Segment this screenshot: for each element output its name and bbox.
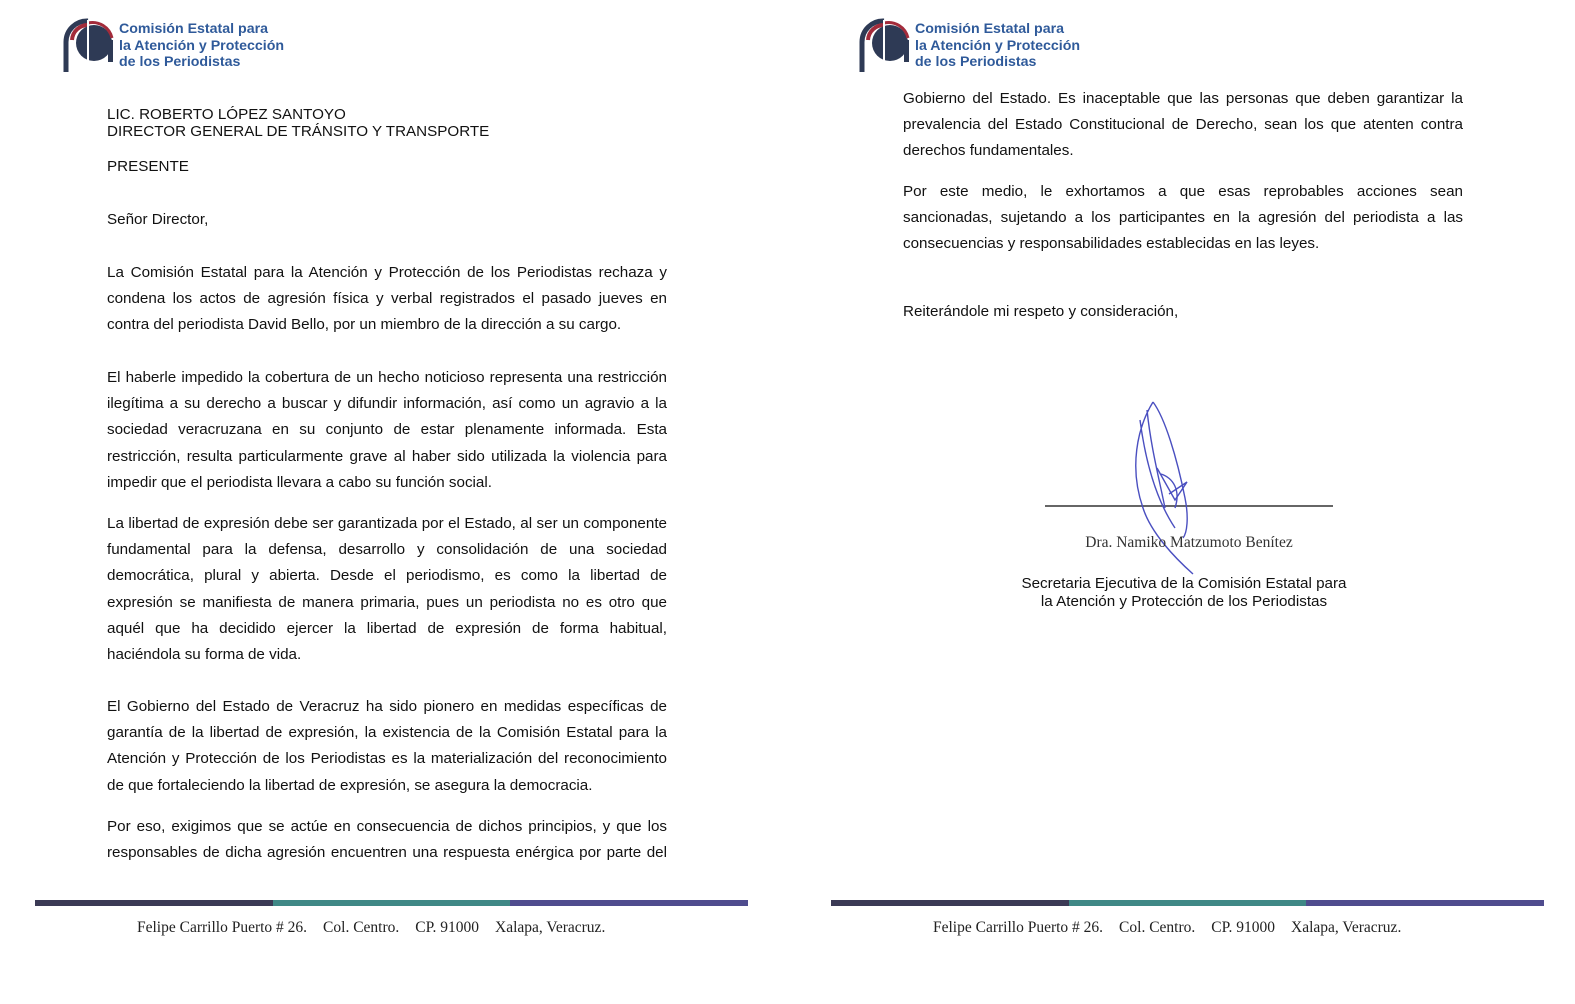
commission-logo: [60, 16, 284, 74]
salutation: Señor Director,: [107, 211, 209, 228]
footer-cp: CP. 91000: [1211, 919, 1276, 936]
recipient-title: DIRECTOR GENERAL DE TRÁNSITO Y TRANSPORTE: [107, 123, 490, 140]
recipient-name: LIC. ROBERTO LÓPEZ SANTOYO: [107, 106, 346, 123]
footer-city: Xalapa, Veracruz.: [1291, 919, 1402, 936]
footer-bar-segment: [510, 900, 748, 906]
footer-bar-segment: [1306, 900, 1544, 906]
signatory-name: Dra. Namiko Matzumoto Benítez: [1085, 534, 1293, 551]
signatory-title-line-1: Secretaria Ejecutiva de la Comisión Estatal para: [1021, 575, 1347, 592]
footer-bar-segment: [35, 900, 273, 906]
presente-label: PRESENTE: [107, 158, 189, 175]
logo-line-1: Comisión Estatal para: [915, 21, 1065, 37]
paragraph: [107, 814, 667, 866]
footer-bar-segment: [273, 900, 511, 906]
paragraph: [107, 511, 667, 668]
paragraph-text: El haberle impedido la cobertura de un hecho noticioso representa una restricción ilegítima a su derecho a buscar y difundir información, así como un agravio a la sociedad veracruzana en su conjunto de estar plenamente informada. Esta restricción, resulta particularmente grave al haber sido utilizada la violencia para impedir que el periodista llevara a cabo su función social.: [107, 369, 667, 491]
paragraph: [107, 694, 667, 799]
logo-line-3: de los Periodistas: [119, 54, 241, 70]
paragraph-text: Por este medio, le exhortamos a que esas reprobables acciones sean sancionadas, sujetando a los participantes en la agresión del periodista a las consecuencias y responsabilidades establecidas en las leyes.: [903, 183, 1463, 253]
signatory-title-line-2: la Atención y Protección de los Periodistas: [1040, 592, 1328, 610]
footer-colonia: Col. Centro.: [323, 919, 400, 936]
footer-bar-segment: [1069, 900, 1307, 906]
paragraph: [903, 179, 1463, 258]
letter-page-2: [796, 0, 1575, 1004]
commission-logo: [856, 16, 1080, 74]
footer-divider: [35, 900, 748, 906]
footer-colonia: Col. Centro.: [1119, 919, 1196, 936]
commission-emblem-icon: [856, 16, 912, 74]
footer-address: [933, 919, 1417, 937]
footer-cp: CP. 91000: [415, 919, 480, 936]
paragraph-text: La Comisión Estatal para la Atención y Protección de los Periodistas rechaza y condena los actos de agresión física y verbal registrados el pasado jueves en contra del periodista David Bello, por un miembro de la dirección a su cargo.: [107, 264, 667, 334]
paragraph: [107, 260, 667, 339]
signatory-title: [996, 575, 1372, 610]
paragraph: [107, 365, 667, 496]
paragraph-text: Por eso, exigimos que se actúe en consecuencia de dichos principios, y que los responsables de dicha agresión encuentren una respuesta enérgica por parte del: [107, 818, 667, 862]
logo-line-2: la Atención y Protección: [119, 37, 285, 54]
footer-address: [137, 919, 621, 937]
paragraph: [903, 86, 1463, 165]
paragraph-text: La libertad de expresión debe ser garantizada por el Estado, al ser un componente fundamental para la defensa, desarrollo y consolidación de una sociedad democrática, plural y abierta. Desde el periodismo, es como la libertad de expresión se manifiesta de manera primaria, pues un periodista no es otro que aquél que ha decidido ejercer la libertad de expresión de forma habitual, haciéndola su forma de vida.: [107, 515, 667, 664]
footer-divider: [831, 900, 1544, 906]
paragraph-text: El Gobierno del Estado de Veracruz ha sido pionero en medidas específicas de garantía de la libertad de expresión, la existencia de la Comisión Estatal para la Atención y Protección de los Periodistas es la materialización del reconocimiento de que fortaleciendo la libertad de expresión, se asegura la democracia.: [107, 698, 667, 794]
closing-line: Reiterándole mi respeto y consideración,: [903, 303, 1179, 320]
recipient-block: [107, 106, 489, 140]
footer-street: Felipe Carrillo Puerto # 26.: [933, 919, 1104, 936]
logo-line-3: de los Periodistas: [915, 54, 1037, 70]
commission-emblem-icon: [60, 16, 116, 74]
logo-line-1: Comisión Estatal para: [119, 21, 269, 37]
footer-street: Felipe Carrillo Puerto # 26.: [137, 919, 308, 936]
footer-city: Xalapa, Veracruz.: [495, 919, 606, 936]
logo-line-2: la Atención y Protección: [915, 37, 1081, 54]
footer-bar-segment: [831, 900, 1069, 906]
paragraph-text: Gobierno del Estado. Es inaceptable que las personas que deben garantizar la prevalencia del Estado Constitucional de Derecho, sean los que atenten contra derechos fundamentales.: [903, 90, 1463, 160]
